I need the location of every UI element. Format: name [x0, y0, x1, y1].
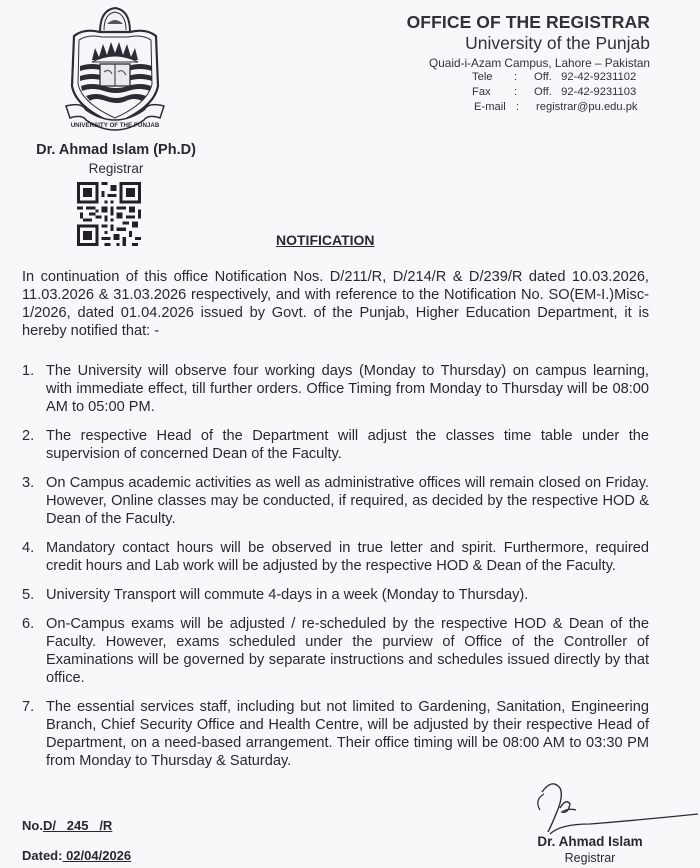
- list-item: [22, 427, 649, 463]
- registrar-signature: [530, 780, 700, 838]
- campus-address: Quaid-i-Azam Campus, Lahore – Pakistan: [429, 56, 650, 70]
- item-text: The respective Head of the Department will adjust the classes time table under the supervision of concerned Dean of the Faculty.: [46, 428, 649, 462]
- university-name: University of the Punjab: [465, 33, 650, 53]
- list-item: [22, 362, 649, 416]
- logo-text: UNIVERSITY OF THE PUNJAB: [70, 122, 160, 129]
- reference-number: [22, 818, 112, 833]
- registrar-title: Registrar: [88, 161, 144, 176]
- date-value: 02/04/2026: [62, 848, 132, 863]
- notification-heading: NOTIFICATION: [276, 232, 375, 248]
- contact-separator: :: [514, 86, 518, 98]
- signatory-name: Dr. Ahmad Islam: [537, 834, 643, 849]
- item-text: University Transport will commute 4-days in a week (Monday to Thursday).: [46, 587, 529, 603]
- contact-separator: :: [516, 101, 520, 113]
- item-text: Mandatory contact hours will be observed in true letter and spirit. Furthermore, required credit hours and Lab work will be adjusted by the respective HOD & Dean of the Faculty.: [46, 540, 649, 574]
- contact-separator: :: [514, 71, 518, 83]
- contact-fax: [472, 86, 636, 98]
- contact-label: Tele: [472, 71, 493, 83]
- list-item: [22, 615, 649, 687]
- notification-items: [22, 362, 649, 781]
- reference-value: D/ 245 /R: [42, 818, 113, 833]
- list-item: [22, 539, 649, 575]
- email-link[interactable]: registrar@pu.edu.pk: [536, 101, 638, 113]
- registrar-name: Dr. Ahmad Islam (Ph.D): [36, 142, 196, 158]
- list-item: [22, 474, 649, 528]
- item-number: 4.: [22, 540, 35, 556]
- contact-telephone: [472, 71, 636, 83]
- date-label: Dated:: [22, 848, 63, 863]
- item-text: On-Campus exams will be adjusted / re-scheduled by the respective HOD & Dean of the Faculty. However, exams scheduled under the purview of Office of the Controller of Examinations will be governed by separate instructions and schedules issued directly by that office.: [46, 616, 649, 686]
- item-number: 2.: [22, 428, 35, 444]
- list-item: [22, 698, 649, 770]
- contact-value: Off. 92-42-9231102: [534, 71, 637, 83]
- list-item: [22, 586, 649, 604]
- item-number: 5.: [22, 587, 35, 603]
- item-number: 7.: [22, 699, 35, 715]
- item-number: 3.: [22, 475, 35, 491]
- item-text: The essential services staff, including but not limited to Gardening, Sanitation, Engineering Branch, Chief Security Office and Health Centre, will be adjusted by their respective Head of Department, on a need-based arrangement. Their office timing will be 08:00 AM to 03:30 PM from Monday to Thursday & Saturday.: [46, 699, 649, 769]
- reference-label: No.: [22, 818, 43, 833]
- qr-code[interactable]: [76, 182, 142, 246]
- university-crest-logo: [62, 2, 168, 136]
- item-number: 6.: [22, 616, 35, 632]
- office-title: OFFICE OF THE REGISTRAR: [406, 12, 650, 32]
- contact-value: Off. 92-42-9231103: [534, 86, 637, 98]
- issue-date: [22, 848, 131, 863]
- item-text: The University will observe four working days (Monday to Thursday) on campus learning, with immediate effect, till further orders. Office Timing from Monday to Thursday will be 08:00 AM to 05:00 PM.: [46, 363, 649, 415]
- contact-label: Fax: [472, 86, 491, 98]
- contact-email: [474, 101, 638, 113]
- item-number: 1.: [22, 363, 35, 379]
- notification-intro: In continuation of this office Notification Nos. D/211/R, D/214/R & D/239/R dated 10.03.2026, 11.03.2026 & 31.03.2026 respectively, and with reference to the Notification No. SO(EM-I.)Misc-1/2026, dated 01.04.2026 issued by Govt. of the Punjab, Higher Education Department, it is hereby notified that: -: [22, 269, 649, 339]
- signatory-title: Registrar: [564, 851, 616, 865]
- contact-label: E-mail: [474, 101, 506, 113]
- item-text: On Campus academic activities as well as administrative offices will remain closed on Friday. However, Online classes may be conducted, if required, as decided by the respective HOD & Dean of the Faculty.: [46, 475, 649, 527]
